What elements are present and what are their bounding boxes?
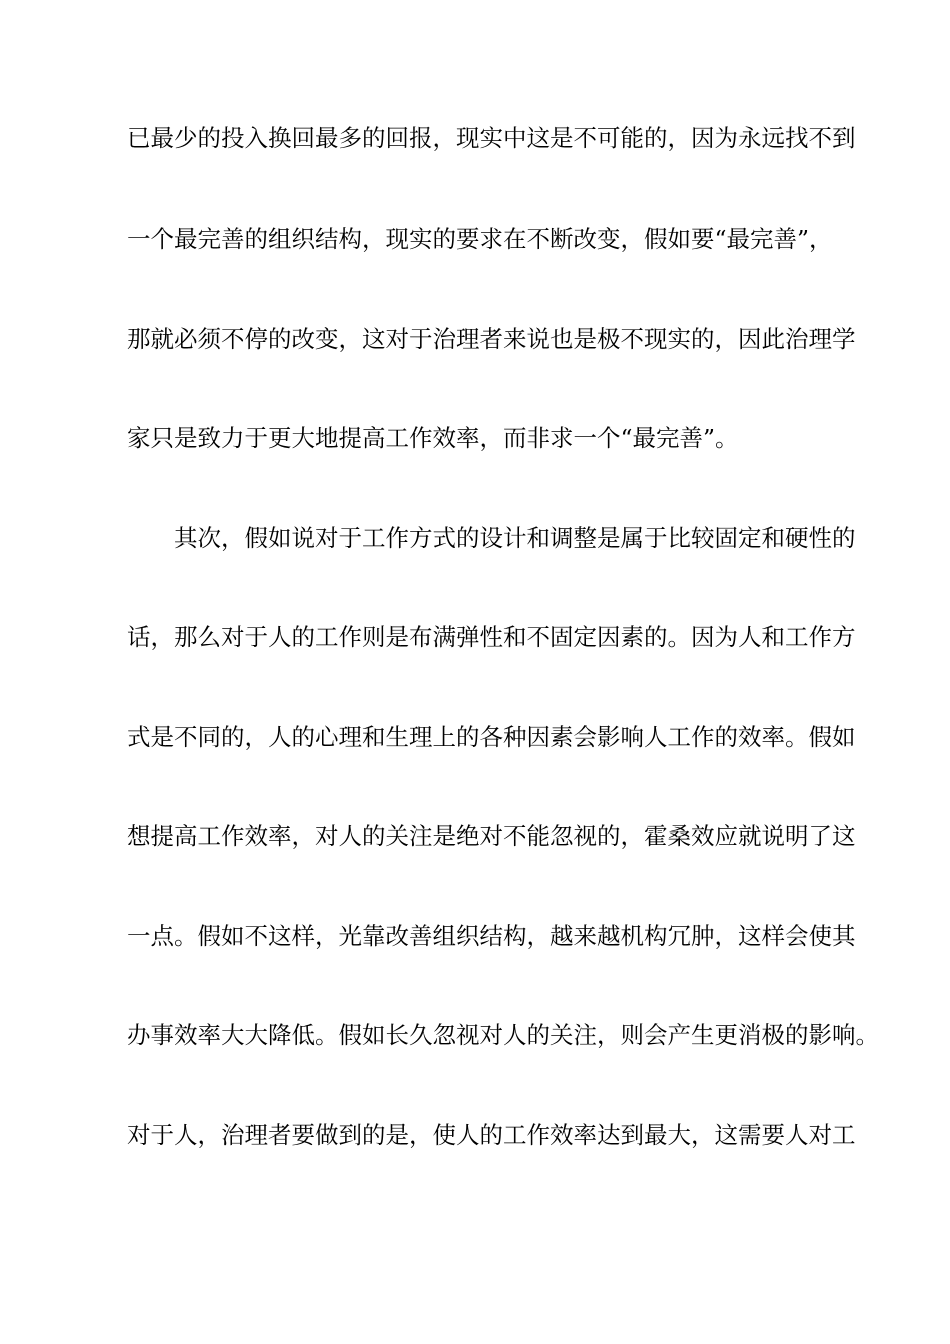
text-line: 那就必须不停的改变，这对于治理者来说也是极不现实的，因此治理学 (127, 325, 856, 353)
text-line: 一点。假如不这样，光靠改善组织结构，越来越机构冗肿，这样会使其 (127, 922, 856, 950)
paragraph-first-line: 其次，假如说对于工作方式的设计和调整是属于比较固定和硬性的 (174, 524, 856, 552)
text-line: 对于人，治理者要做到的是，使人的工作效率达到最大，这需要人对工 (127, 1121, 856, 1149)
text-line: 已最少的投入换回最多的回报，现实中这是不可能的，因为永远找不到 (127, 124, 856, 152)
text-line: 式是不同的，人的心理和生理上的各种因素会影响人工作的效率。假如 (127, 723, 856, 751)
text-line: 话，那么对于人的工作则是布满弹性和不固定因素的。因为人和工作方 (127, 623, 856, 651)
text-line: 办事效率大大降低。假如长久忽视对人的关注，则会产生更消极的影响。 (127, 1021, 879, 1049)
text-line: 一个最完善的组织结构，现实的要求在不断改变，假如要“最完善”， (127, 225, 833, 253)
text-line: 家只是致力于更大地提高工作效率，而非求一个“最完善”。 (127, 424, 739, 452)
text-line: 想提高工作效率，对人的关注是绝对不能忽视的，霍桑效应就说明了这 (127, 822, 856, 850)
